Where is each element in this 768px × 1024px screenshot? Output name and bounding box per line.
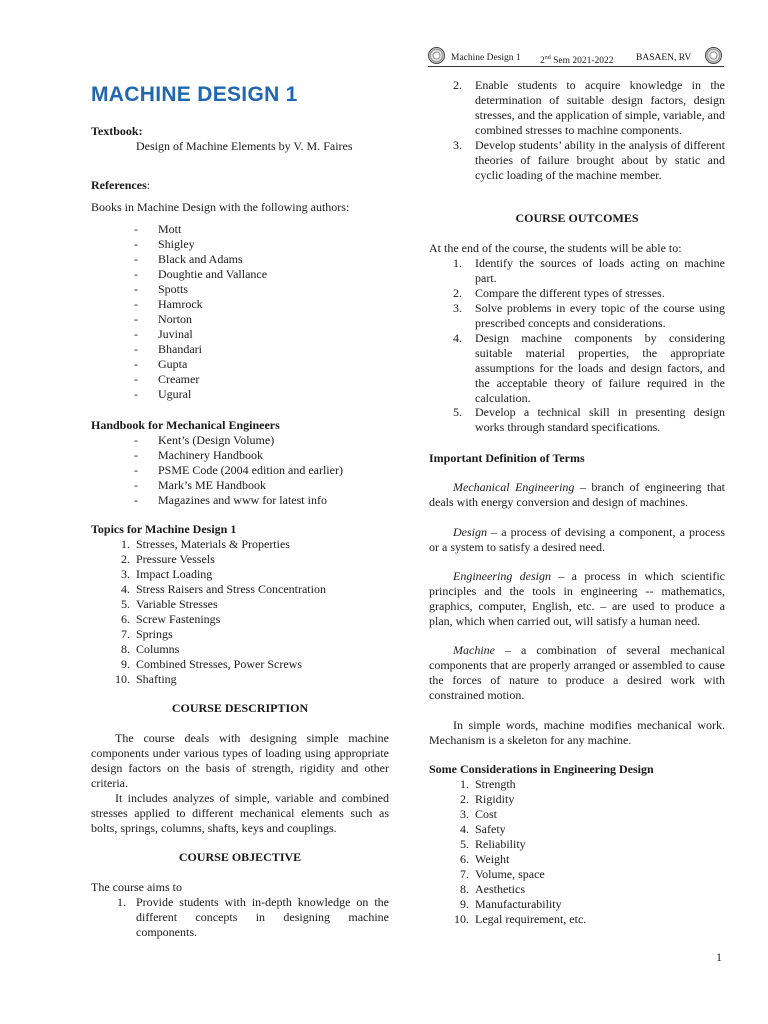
page-title: MACHINE DESIGN 1 — [91, 83, 298, 106]
course-outcomes-heading: COURSE OUTCOMES — [515, 211, 639, 225]
header-author: BASAEN, RV — [636, 53, 692, 63]
course-description-heading: COURSE DESCRIPTION — [171, 701, 309, 715]
references-heading: References: — [91, 178, 151, 192]
topics-heading: Topics for Machine Design 1 — [91, 522, 237, 536]
header-course: Machine Design 1 — [451, 53, 521, 63]
course-objective-heading: COURSE OBJECTIVE — [178, 850, 302, 864]
seal-icon — [428, 47, 445, 64]
page-number: 1 — [716, 950, 722, 964]
course-description-p1: The course deals with designing simple machine components under various types of loading using appropriate design factors on the basis of strength, rigidity and other criteria. — [91, 731, 389, 790]
seal-icon — [705, 47, 722, 64]
considerations-heading: Some Considerations in Engineering Design — [429, 762, 654, 776]
simple-words-text: In simple words, machine modifies mechanical work. Mechanism is a skeleton for any machine. — [429, 718, 725, 747]
course-outcomes-intro: At the end of the course, the students will be able to: — [429, 241, 682, 255]
course-objective-intro: The course aims to — [91, 880, 182, 894]
definition-engineering-design: Engineering design – a process in which scientific principles and the tools in engineering -- mathematics, graphics, computer, English, etc. – are used to produce a plan, which when carried out, will satisfy a human need. — [429, 569, 725, 628]
references-intro: Books in Machine Design with the following authors: — [91, 200, 350, 214]
page-header — [428, 50, 724, 67]
course-description-p2: It includes analyzes of simple, variable and combined stresses applied to different mechanical elements such as bolts, springs, columns, shafts, keys and couplings. — [91, 791, 389, 835]
header-semester: 2nd Sem 2021-2022 — [540, 55, 614, 67]
definition-mechanical-engineering: Mechanical Engineering – branch of engineering that deals with energy conversion and design of machines. — [429, 480, 725, 509]
definitions-heading: Important Definition of Terms — [429, 451, 585, 465]
textbook-heading: Textbook: — [91, 124, 143, 138]
textbook-text: Design of Machine Elements by V. M. Faires — [136, 139, 353, 153]
definition-machine: Machine – a combination of several mechanical components that are properly arranged or assembled to cause the forces of nature to produce a desired work with constrained motion. — [429, 643, 725, 702]
definition-design: Design – a process of devising a component, a process or a system to satisfy a desired need. — [429, 525, 725, 554]
handbook-heading: Handbook for Mechanical Engineers — [91, 418, 280, 432]
